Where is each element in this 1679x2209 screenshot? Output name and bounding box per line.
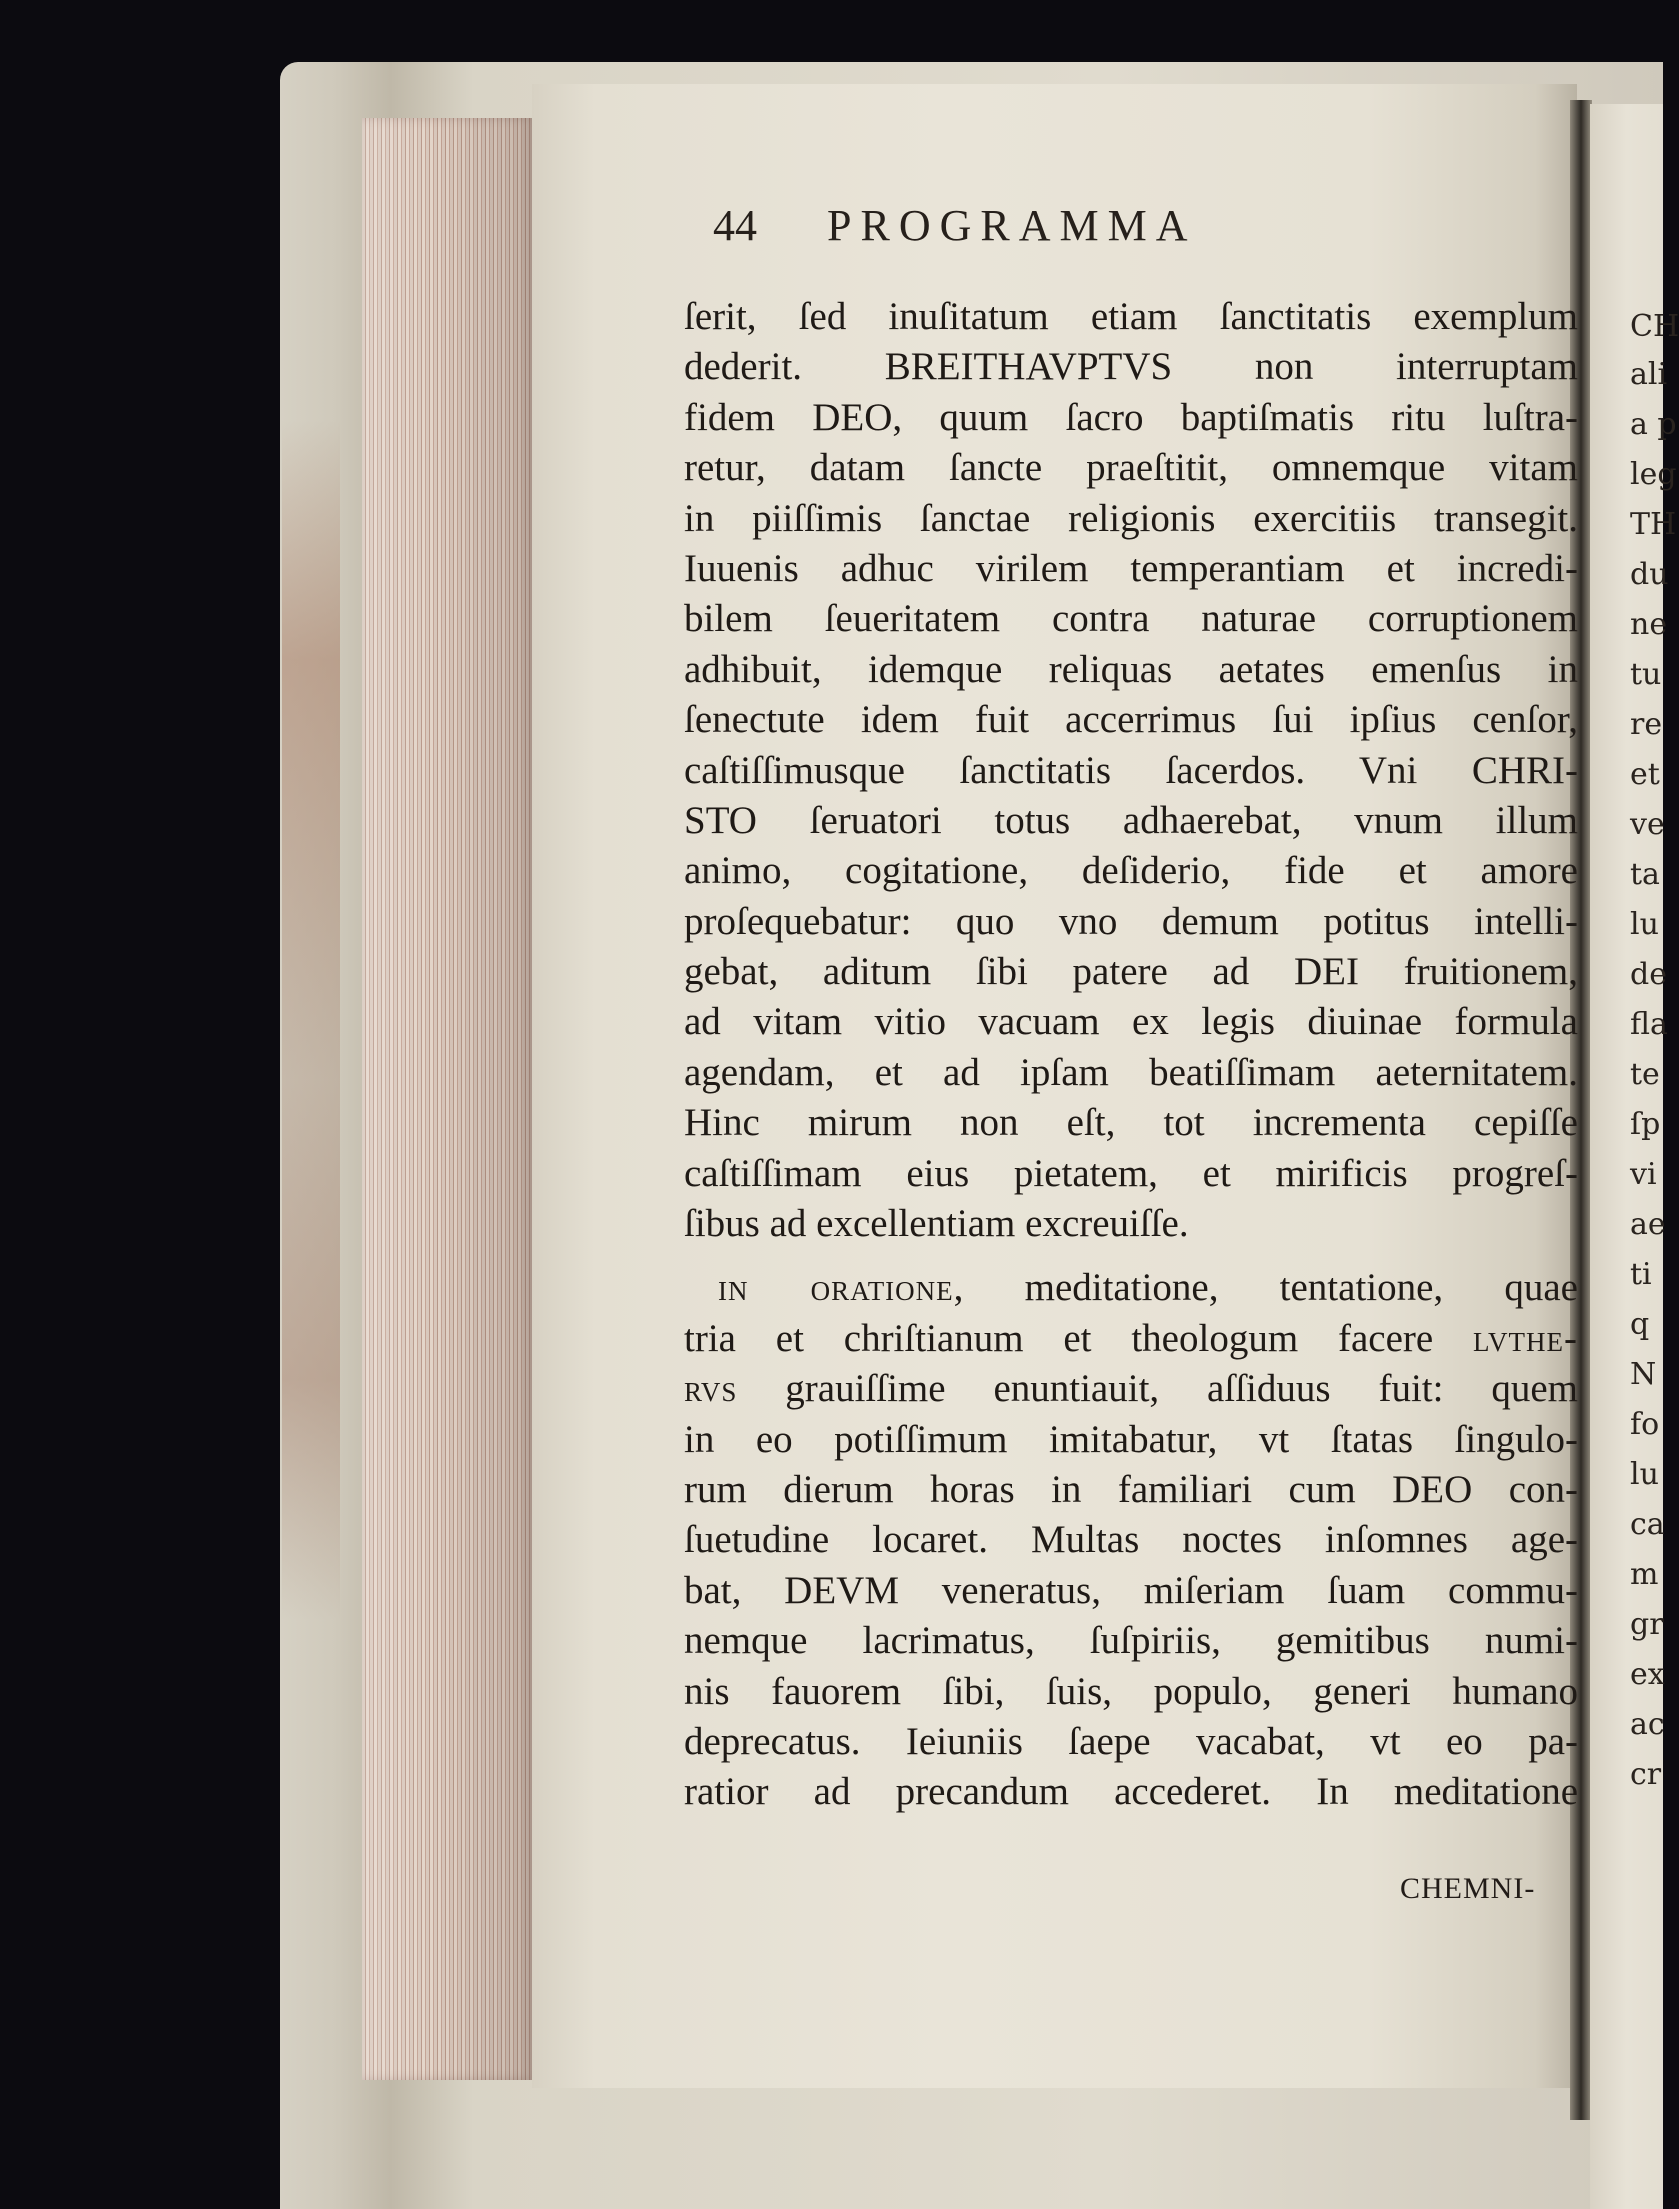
- text-line: fidem DEO, quum ſacro baptiſmatis ritu luſtra-: [684, 395, 1578, 439]
- facing-fragment: cr: [1630, 1757, 1662, 1792]
- running-head: [713, 200, 1197, 251]
- text-line: in oratione, meditatione, tentatione, quae: [718, 1266, 1578, 1310]
- text-line: nemque lacrimatus, ſuſpiriis, gemitibus numi-: [684, 1619, 1578, 1663]
- text-line: retur, datam ſancte praeſtitit, omnemque vitam: [684, 446, 1578, 490]
- facing-fragment: re: [1630, 707, 1663, 742]
- facing-fragment: m: [1630, 1557, 1659, 1592]
- text-line: ſuetudine locaret. Multas noctes inſomnes age-: [684, 1518, 1578, 1562]
- facing-fragment: N: [1630, 1357, 1657, 1392]
- facing-fragment: lu: [1630, 907, 1659, 942]
- text-line: Hinc mirum non eſt, tot incrementa cepiſſe: [684, 1101, 1578, 1145]
- page-number: 44: [713, 201, 757, 250]
- text-line: adhibuit, idemque reliquas aetates emenſus in: [684, 647, 1578, 691]
- text-line: proſequebatur: quo vno demum potitus intelli-: [684, 899, 1578, 943]
- text-line: gebat, aditum ſibi patere ad DEI fruitionem,: [684, 950, 1578, 994]
- facing-fragment: fla: [1630, 1007, 1668, 1042]
- text-line: rum dierum horas in familiari cum DEO con-: [684, 1467, 1578, 1511]
- facing-fragment: TH: [1630, 507, 1677, 542]
- facing-fragment: ve: [1630, 807, 1665, 842]
- text-line: Iuuenis adhuc virilem temperantiam et incredi-: [684, 546, 1578, 590]
- facing-fragment: ti: [1630, 1257, 1652, 1292]
- facing-fragment: ta: [1630, 857, 1660, 892]
- facing-fragment: et: [1630, 757, 1660, 792]
- text-line: rvs grauiſſime enuntiauit, aſſiduus fuit: quem: [684, 1367, 1578, 1411]
- text-line: deprecatus. Ieiuniis ſaepe vacabat, vt eo pa-: [684, 1719, 1578, 1763]
- facing-fragment: de: [1630, 957, 1667, 992]
- text-line: nis fauorem ſibi, ſuis, populo, generi humano: [684, 1669, 1578, 1713]
- text-line: in eo potiſſimum imitabatur, vt ſtatas ſingulo-: [684, 1417, 1578, 1461]
- text-line: tria et chriſtianum et theologum facere lvthe-: [684, 1316, 1579, 1360]
- facing-fragment: ca: [1630, 1507, 1665, 1542]
- text-line: in piiſſimis ſanctae religionis exercitiis transegit.: [684, 496, 1578, 540]
- running-title: PROGRAMMA: [827, 201, 1197, 250]
- paragraph: [684, 1263, 1578, 1817]
- facing-fragment: tu: [1630, 657, 1662, 692]
- text-line: bat, DEVM veneratus, miſeriam ſuam commu-: [684, 1568, 1578, 1612]
- text-line: ad vitam vitio vacuam ex legis diuinae formula: [684, 1000, 1578, 1044]
- binding-stain: [282, 420, 340, 1620]
- facing-fragment: fo: [1630, 1407, 1660, 1442]
- facing-fragment: ali: [1630, 357, 1668, 392]
- text-line: STO ſeruatori totus adhaerebat, vnum illum: [684, 798, 1578, 842]
- facing-fragment: q: [1630, 1307, 1650, 1342]
- paragraph: [684, 292, 1578, 1249]
- smallcaps-name: lvthe-: [1473, 1316, 1579, 1360]
- facing-fragment: ae: [1630, 1207, 1666, 1242]
- facing-fragment: ne: [1630, 607, 1668, 642]
- catchword: CHEMNI-: [1400, 1872, 1536, 1905]
- text-line: dederit. BREITHAVPTVS non interruptam: [684, 345, 1578, 389]
- text-line: caſtiſſimusque ſanctitatis ſacerdos. Vni CHRI-: [684, 748, 1578, 792]
- smallcaps-name: rvs: [684, 1367, 738, 1411]
- facing-page: [1590, 104, 1679, 2209]
- text-line: agendam, et ad ipſam beatiſſimam aeternitatem.: [684, 1050, 1578, 1094]
- facing-fragment: ſp: [1630, 1107, 1661, 1142]
- smallcaps-phrase: in oratione: [718, 1266, 954, 1310]
- facing-fragment: a p: [1630, 407, 1677, 442]
- facing-fragment: vi: [1630, 1157, 1657, 1192]
- text-line: animo, cogitatione, deſiderio, fide et amore: [684, 849, 1578, 893]
- text-line: ratior ad precandum accederet. In meditatione: [684, 1770, 1578, 1814]
- facing-fragment: ac: [1630, 1707, 1665, 1742]
- facing-fragment: lu: [1630, 1457, 1659, 1492]
- text-line: ſerit, ſed inuſitatum etiam ſanctitatis exemplum: [684, 295, 1578, 338]
- facing-fragment: leg: [1630, 457, 1677, 492]
- facing-fragment: du: [1630, 557, 1669, 592]
- facing-fragment: gr: [1630, 1607, 1664, 1642]
- text-line: caſtiſſimam eius pietatem, et mirificis progreſ-: [684, 1151, 1578, 1195]
- text-line: bilem ſeueritatem contra naturae corruptionem: [684, 597, 1578, 641]
- facing-fragment: ex: [1630, 1657, 1665, 1692]
- body-text: [684, 292, 1578, 1818]
- facing-fragment: CH: [1630, 309, 1679, 344]
- facing-fragment: te: [1630, 1057, 1660, 1092]
- text-line: ſibus ad excellentiam excreuiſſe.: [684, 1202, 1189, 1246]
- text-line: ſenectute idem fuit accerrimus ſui ipſius cenſor,: [684, 698, 1578, 742]
